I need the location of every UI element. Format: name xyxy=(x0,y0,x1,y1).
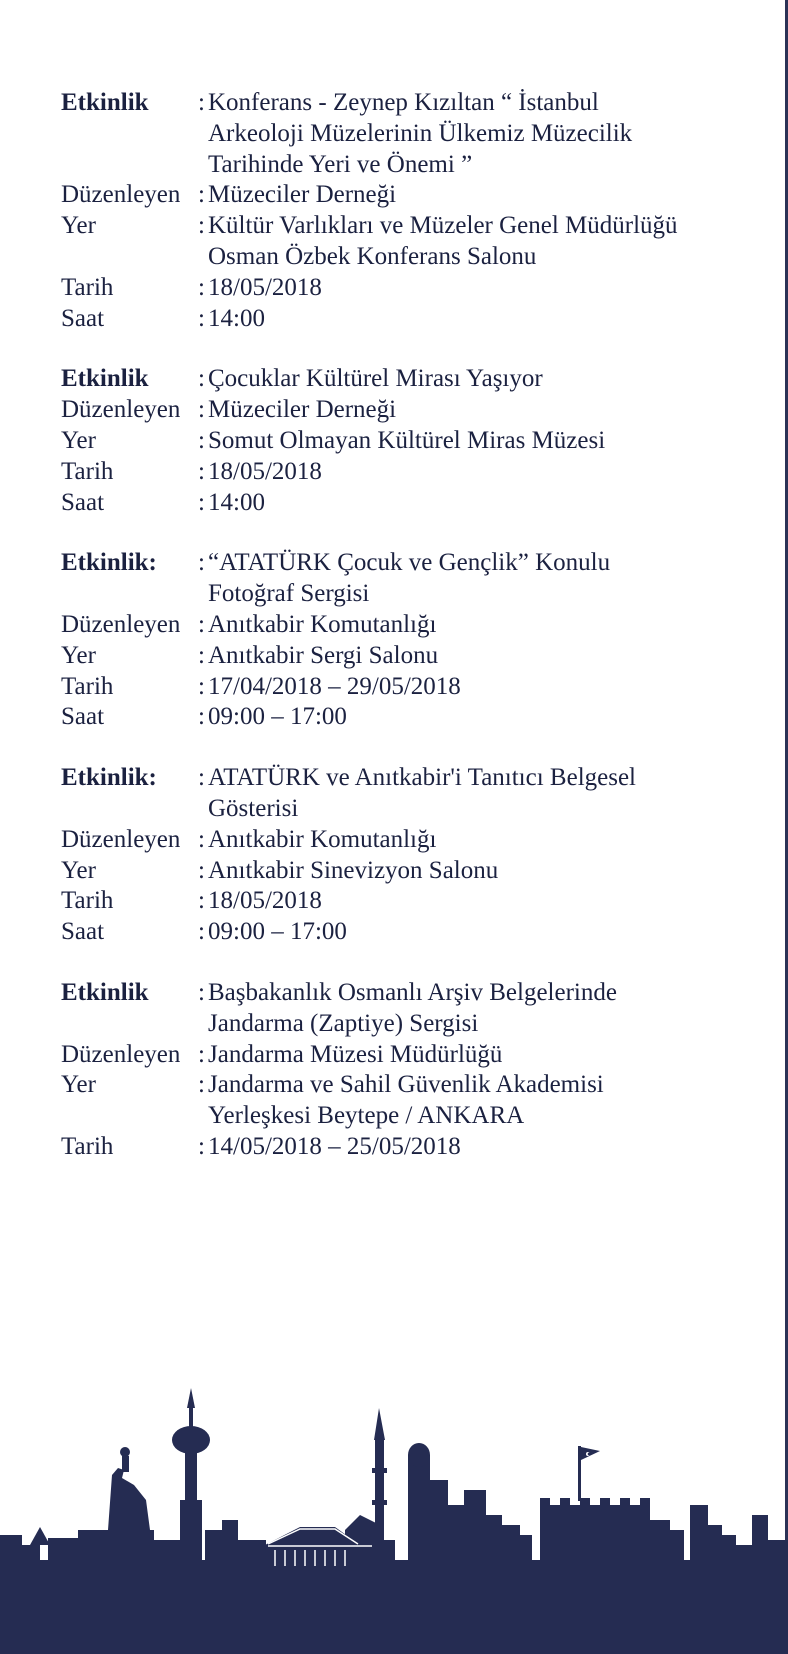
event-1-time: 14:00 xyxy=(208,304,265,332)
event-1-tarih-row xyxy=(61,273,761,304)
separator: : xyxy=(198,365,205,393)
event-5-organizer: Jandarma Müzesi Müdürlüğü xyxy=(208,1040,503,1068)
event-4-duzenleyen-row xyxy=(61,825,761,856)
event-5-etkinlik-row xyxy=(61,978,761,1040)
separator: : xyxy=(198,641,205,669)
event-2-location: Somut Olmayan Kültürel Miras Müzesi xyxy=(208,426,606,454)
event-4-location: Anıtkabir Sinevizyon Salonu xyxy=(208,856,499,884)
etkinlik-label: Etkinlik: xyxy=(61,764,157,792)
event-1-organizer: Müzeciler Derneği xyxy=(208,181,397,209)
event-1-saat-row xyxy=(61,304,761,335)
tarih-label: Tarih xyxy=(61,457,114,485)
separator: : xyxy=(198,825,205,853)
event-1-etkinlik-row xyxy=(61,88,761,180)
saat-label: Saat xyxy=(61,703,105,731)
separator: : xyxy=(198,978,205,1006)
event-2-time: 14:00 xyxy=(208,488,265,516)
event-4-title-line-1: ATATÜRK ve Anıtkabir'i Tanıtıcı Belgesel xyxy=(208,764,637,792)
event-1-title xyxy=(201,88,761,180)
event-2-saat-row xyxy=(61,488,761,519)
yer-label: Yer xyxy=(61,856,96,884)
event-1-title-line-1: Konferans - Zeynep Kızıltan “ İstanbul xyxy=(208,89,599,116)
separator: : xyxy=(198,457,205,485)
event-4-time: 09:00 – 17:00 xyxy=(208,918,347,946)
event-3-yer-row xyxy=(61,641,761,672)
event-3-saat-row xyxy=(61,702,761,733)
duzenleyen-label: Düzenleyen xyxy=(61,825,181,853)
separator: : xyxy=(198,703,205,731)
event-4-title xyxy=(201,763,761,825)
event-4-date: 18/05/2018 xyxy=(208,887,322,915)
ankara-skyline-illustration xyxy=(0,1324,788,1654)
event-2-duzenleyen-row xyxy=(61,395,761,426)
saat-label: Saat xyxy=(61,918,105,946)
event-2-date: 18/05/2018 xyxy=(208,457,322,485)
event-4 xyxy=(61,763,761,948)
event-2-organizer: Müzeciler Derneği xyxy=(208,396,397,424)
separator: : xyxy=(198,918,205,946)
event-list xyxy=(61,88,761,1193)
event-2-yer-row xyxy=(61,426,761,457)
duzenleyen-label: Düzenleyen xyxy=(61,181,181,209)
event-2-tarih-row xyxy=(61,457,761,488)
separator: : xyxy=(198,672,205,700)
event-5-date: 14/05/2018 – 25/05/2018 xyxy=(208,1132,461,1160)
tarih-label: Tarih xyxy=(61,887,114,915)
separator: : xyxy=(198,212,205,240)
tarih-label: Tarih xyxy=(61,1132,114,1160)
event-2-title: Çocuklar Kültürel Mirası Yaşıyor xyxy=(208,365,543,393)
event-3 xyxy=(61,548,761,733)
event-1-location-line-2: Osman Özbek Konferans Salonu xyxy=(208,242,537,270)
separator: : xyxy=(198,396,205,424)
separator: : xyxy=(198,764,205,792)
separator: : xyxy=(198,426,205,454)
event-5-location-line-2: Yerleşkesi Beytepe / ANKARA xyxy=(208,1102,525,1130)
yer-label: Yer xyxy=(61,426,96,454)
event-4-etkinlik-row xyxy=(61,763,761,825)
event-3-title-line-2: Fotoğraf Sergisi xyxy=(208,580,370,608)
event-1-location xyxy=(201,211,761,273)
event-5-tarih-row xyxy=(61,1132,761,1163)
event-4-title-line-2: Gösterisi xyxy=(208,794,299,822)
event-3-date: 17/04/2018 – 29/05/2018 xyxy=(208,672,461,700)
event-4-saat-row xyxy=(61,917,761,948)
separator: : xyxy=(198,1132,205,1160)
event-4-tarih-row xyxy=(61,886,761,917)
saat-label: Saat xyxy=(61,304,105,332)
event-1-location-line-1: Kültür Varlıkları ve Müzeler Genel Müdürlüğü xyxy=(208,212,678,240)
event-5-yer-row xyxy=(61,1070,761,1132)
event-1-title-line-2: Arkeoloji Müzelerinin Ülkemiz Müzecilik xyxy=(208,119,633,147)
event-3-title-line-1: “ATATÜRK Çocuk ve Gençlik” Konulu xyxy=(208,549,611,577)
separator: : xyxy=(198,610,205,638)
event-1-date: 18/05/2018 xyxy=(208,273,322,301)
duzenleyen-label: Düzenleyen xyxy=(61,1040,181,1068)
event-4-yer-row xyxy=(61,856,761,887)
duzenleyen-label: Düzenleyen xyxy=(61,396,181,424)
event-2-etkinlik-row xyxy=(61,364,761,395)
event-3-duzenleyen-row xyxy=(61,610,761,641)
separator: : xyxy=(198,488,205,516)
tarih-label: Tarih xyxy=(61,273,114,301)
event-5 xyxy=(61,978,761,1163)
event-5-location-line-1: Jandarma ve Sahil Güvenlik Akademisi xyxy=(208,1071,604,1099)
event-5-title-line-1: Başbakanlık Osmanlı Arşiv Belgelerinde xyxy=(208,978,617,1006)
yer-label: Yer xyxy=(61,1071,96,1099)
separator: : xyxy=(198,549,205,577)
yer-label: Yer xyxy=(61,641,96,669)
separator: : xyxy=(198,273,205,301)
event-1 xyxy=(61,88,761,334)
event-5-duzenleyen-row xyxy=(61,1040,761,1071)
event-4-organizer: Anıtkabir Komutanlığı xyxy=(208,825,437,853)
separator: : xyxy=(198,1071,205,1099)
separator: : xyxy=(198,887,205,915)
event-3-title xyxy=(201,548,761,610)
duzenleyen-label: Düzenleyen xyxy=(61,610,181,638)
event-2 xyxy=(61,364,761,518)
event-3-tarih-row xyxy=(61,672,761,703)
event-3-location: Anıtkabir Sergi Salonu xyxy=(208,641,439,669)
event-5-location xyxy=(201,1070,761,1132)
separator: : xyxy=(198,304,205,332)
etkinlik-label: Etkinlik xyxy=(61,89,149,116)
separator: : xyxy=(198,89,205,116)
event-1-yer-row xyxy=(61,211,761,273)
etkinlik-label: Etkinlik xyxy=(61,365,149,393)
separator: : xyxy=(198,856,205,884)
separator: : xyxy=(198,181,205,209)
event-3-organizer: Anıtkabir Komutanlığı xyxy=(208,610,437,638)
event-1-title-line-3: Tarihinde Yeri ve Önemi ” xyxy=(208,150,473,178)
separator: : xyxy=(198,1040,205,1068)
event-3-time: 09:00 – 17:00 xyxy=(208,703,347,731)
tarih-label: Tarih xyxy=(61,672,114,700)
event-5-title-line-2: Jandarma (Zaptiye) Sergisi xyxy=(208,1009,479,1037)
event-5-title xyxy=(201,978,761,1040)
event-3-etkinlik-row xyxy=(61,548,761,610)
etkinlik-label: Etkinlik: xyxy=(61,549,157,577)
yer-label: Yer xyxy=(61,212,96,240)
event-1-duzenleyen-row xyxy=(61,180,761,211)
saat-label: Saat xyxy=(61,488,105,516)
etkinlik-label: Etkinlik xyxy=(61,978,149,1006)
